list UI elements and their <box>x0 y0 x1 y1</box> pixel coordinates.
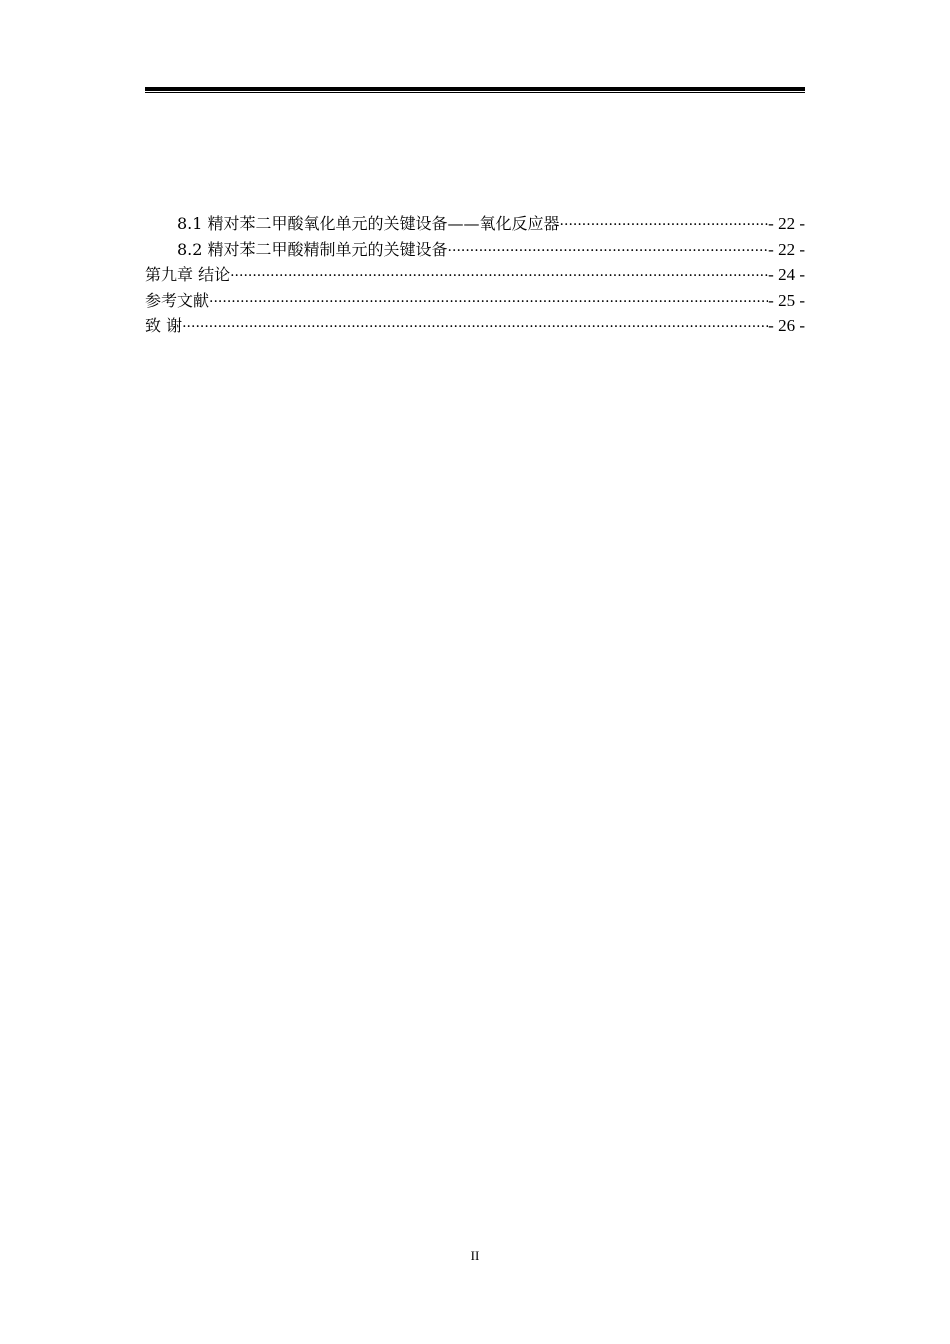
toc-page-number: - 26 - <box>768 316 805 335</box>
toc-entry-8-2[interactable] <box>145 237 805 263</box>
dot-leader <box>448 239 769 265</box>
dot-leader <box>560 213 769 239</box>
toc-page-number: - 22 - <box>768 239 805 259</box>
header-rule-thin <box>145 92 805 93</box>
table-of-contents <box>145 211 805 339</box>
toc-entry-acknowledgements[interactable] <box>145 313 805 339</box>
toc-entry-title: 8.2 精对苯二甲酸精制单元的关键设备 <box>177 239 448 259</box>
header-rule-thick <box>145 87 805 91</box>
dot-leader <box>182 315 768 341</box>
toc-page-number: - 24 - <box>768 265 805 284</box>
toc-entry-chapter-9[interactable] <box>145 262 805 288</box>
toc-entry-title: 参考文献 <box>145 290 210 310</box>
dot-leader <box>230 264 768 290</box>
footer-page-number: II <box>470 1248 480 1263</box>
toc-entry-references[interactable] <box>145 288 805 314</box>
dot-leader <box>209 290 768 316</box>
toc-entry-title: 第九章 结论 <box>145 265 231 284</box>
toc-entry-title: 致 谢 <box>145 316 183 335</box>
toc-page-number: - 22 - <box>768 214 805 233</box>
toc-page-number: - 25 - <box>768 290 805 310</box>
toc-entry-title: 8.1 精对苯二甲酸氧化单元的关键设备——氧化反应器 <box>177 214 560 233</box>
toc-entry-8-1[interactable] <box>145 211 805 237</box>
